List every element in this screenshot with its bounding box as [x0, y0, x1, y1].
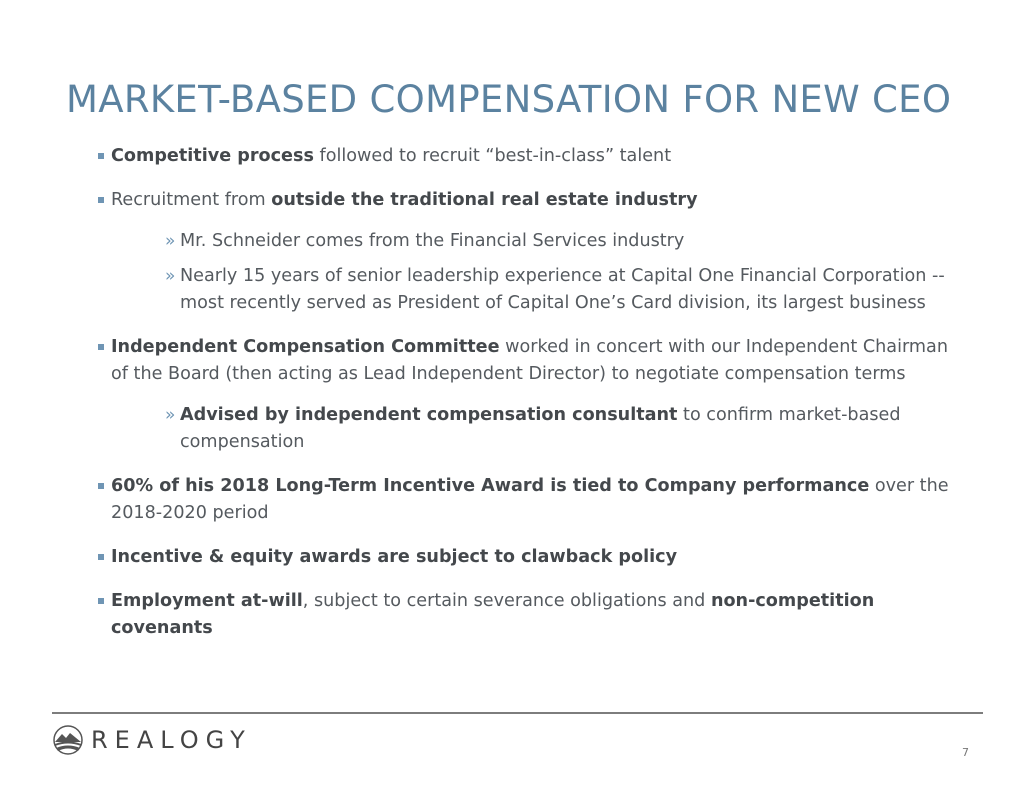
bullet-bold: Incentive & equity awards are subject to clawback policy: [111, 547, 678, 567]
bullet-ltia: [98, 473, 958, 527]
square-bullet-icon: [98, 554, 104, 560]
square-bullet-icon: [98, 344, 104, 350]
bullet-compensation-committee: [98, 334, 958, 388]
bullet-bold: outside the traditional real estate industry: [271, 190, 698, 210]
square-bullet-icon: [98, 483, 104, 489]
realogy-logo: [53, 725, 252, 755]
sub-bullet-consultant: [98, 402, 958, 456]
bullet-bold: 60% of his 2018 Long-Term Incentive Award is tied to Company performance: [111, 476, 870, 496]
bullet-text: Recruitment from: [111, 190, 272, 210]
bullet-recruitment: [98, 187, 958, 214]
page-number: 7: [962, 746, 969, 759]
square-bullet-icon: [98, 153, 104, 159]
sub-bullet-bold: Advised by independent compensation consultant: [180, 405, 678, 425]
sub-bullet-text: Nearly 15 years of senior leadership experience at Capital One Financial Corporation -- most recently served as President of Capital One’s Card division, its largest business: [180, 266, 945, 313]
bullet-bold: non-competition covenants: [111, 591, 875, 638]
square-bullet-icon: [98, 197, 104, 203]
bullet-text: , subject to certain severance obligations and: [302, 591, 711, 611]
footer-divider: [52, 712, 983, 714]
bullet-bold: Employment at-will: [111, 591, 303, 611]
sub-bullet-financial-services: [98, 228, 958, 255]
bullet-bold: Independent Compensation Committee: [111, 337, 500, 357]
bullet-bold: Competitive process: [111, 146, 314, 166]
mountain-logo-icon: [53, 725, 83, 755]
sub-bullet-text: Mr. Schneider comes from the Financial Services industry: [180, 231, 685, 251]
bullet-list: [98, 143, 958, 659]
chevron-bullet-icon: »: [165, 405, 176, 425]
logo-text: REALOGY: [91, 726, 252, 754]
sub-bullet-capital-one: [98, 263, 958, 317]
chevron-bullet-icon: »: [165, 231, 176, 251]
chevron-bullet-icon: »: [165, 266, 176, 286]
bullet-text: over the 2018-2020 period: [111, 476, 949, 523]
slide-title: MARKET-BASED COMPENSATION FOR NEW CEO: [66, 78, 952, 121]
bullet-employment: [98, 588, 958, 642]
sub-bullet-text: to confirm market-based compensation: [180, 405, 901, 452]
bullet-clawback: [98, 544, 958, 571]
bullet-text: followed to recruit “best-in-class” talent: [313, 146, 672, 166]
square-bullet-icon: [98, 598, 104, 604]
bullet-competitive-process: [98, 143, 958, 170]
bullet-text: worked in concert with our Independent Chairman of the Board (then acting as Lead Independent Director) to negotiate compensation terms: [111, 337, 948, 384]
